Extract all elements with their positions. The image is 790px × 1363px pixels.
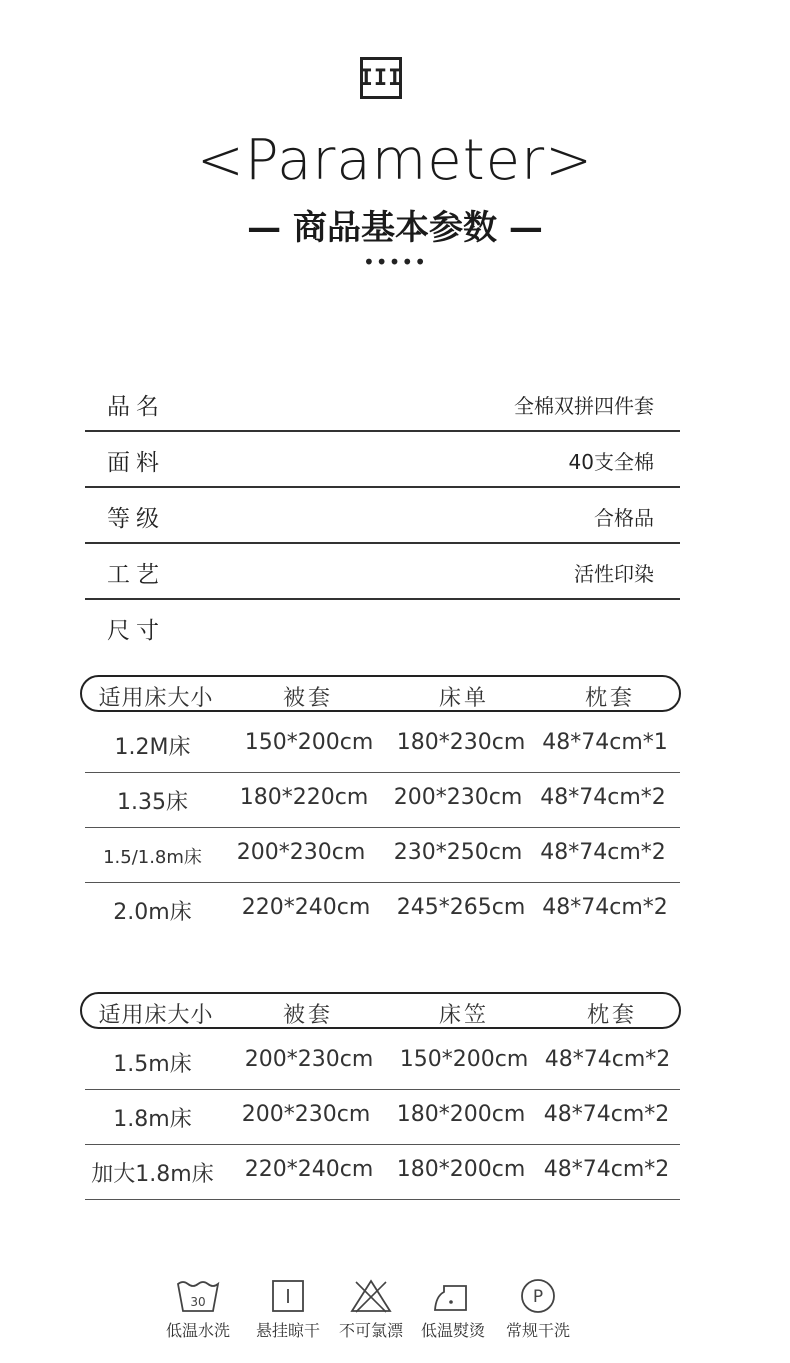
param-value: 合格品 [594, 506, 654, 530]
page-title: <Parameter> [196, 128, 594, 193]
header-cell: 床笠 [438, 1003, 489, 1028]
decorative-dots: ••••• [363, 250, 427, 274]
cell-duvet: 200*230cm [244, 1047, 374, 1072]
param-value: 40支全棉 [568, 450, 654, 474]
param-label: 工艺 [107, 562, 165, 588]
header-cell: 床单 [438, 686, 489, 711]
cell-duvet: 220*240cm [244, 1157, 374, 1182]
no-bleach-icon [348, 1278, 394, 1314]
care-label: 悬挂晾干 [255, 1321, 320, 1340]
cell-sheet: 200*230cm [393, 785, 523, 810]
table-row [85, 828, 680, 883]
header-cell: 适用床大小 [98, 686, 214, 711]
cell-pillowcase: 48*74cm*2 [544, 1047, 671, 1072]
cell-pillowcase: 48*74cm*2 [540, 785, 666, 810]
logo-text: III [359, 65, 403, 91]
low-iron-icon [430, 1278, 476, 1314]
cell-bed-size: 1.5m床 [113, 1052, 192, 1077]
header-cell: 被套 [282, 686, 333, 711]
cell-duvet: 150*200cm [244, 730, 374, 755]
param-row-grade [85, 488, 680, 544]
table-row [85, 1145, 680, 1200]
care-label: 低温熨烫 [420, 1321, 485, 1340]
page-subtitle: — 商品基本参数 — [247, 208, 543, 248]
dry-clean-icon [515, 1278, 561, 1314]
param-value: 活性印染 [574, 562, 654, 586]
cell-bed-size: 1.2M床 [114, 735, 191, 760]
cell-duvet: 180*220cm [239, 785, 369, 810]
cell-bed-size: 1.8m床 [113, 1107, 192, 1132]
table-row [85, 883, 680, 938]
care-item-no-bleach [333, 1278, 409, 1341]
care-item-hang-dry [250, 1278, 326, 1341]
table-row [85, 718, 680, 773]
care-item-low-iron [415, 1278, 491, 1341]
cell-fitted-sheet: 180*200cm [396, 1157, 526, 1182]
header-cell: 适用床大小 [98, 1003, 214, 1028]
care-label: 不可氯漂 [338, 1321, 403, 1340]
param-label: 等级 [107, 506, 165, 532]
header-cell: 枕套 [586, 1003, 637, 1028]
cell-sheet: 230*250cm [393, 840, 523, 865]
cell-bed-size: 加大1.8m床 [91, 1162, 214, 1187]
table-row [85, 773, 680, 828]
param-value: 全棉双拼四件套 [514, 394, 654, 418]
care-item-dry-clean [500, 1278, 576, 1341]
svg-text:30: 30 [190, 1295, 206, 1309]
param-row-name [85, 376, 680, 432]
cell-bed-size: 2.0m床 [113, 900, 192, 925]
hang-dry-icon [265, 1278, 311, 1314]
param-label: 品名 [107, 394, 165, 420]
header-cell: 被套 [282, 1003, 333, 1028]
table-row [85, 1035, 680, 1090]
care-item-wash [160, 1278, 236, 1341]
header-cell: 枕套 [584, 686, 635, 711]
cell-fitted-sheet: 180*200cm [396, 1102, 526, 1127]
cell-pillowcase: 48*74cm*2 [542, 895, 668, 920]
cell-pillowcase: 48*74cm*2 [543, 1102, 670, 1127]
cell-fitted-sheet: 150*200cm [399, 1047, 529, 1072]
cell-pillowcase: 48*74cm*2 [540, 840, 666, 865]
table-header [80, 992, 681, 1029]
cell-duvet: 200*230cm [236, 840, 366, 865]
param-row-fabric [85, 432, 680, 488]
param-label: 尺寸 [107, 618, 165, 644]
param-row-size [85, 600, 680, 656]
table-header [80, 675, 681, 712]
cell-pillowcase: 48*74cm*1 [542, 730, 668, 755]
table-row [85, 1090, 680, 1145]
wash-30-icon [175, 1278, 221, 1314]
cell-duvet: 220*240cm [241, 895, 371, 920]
divider [85, 1199, 680, 1200]
cell-duvet: 200*230cm [241, 1102, 371, 1127]
care-label: 低温水洗 [165, 1321, 230, 1340]
cell-bed-size: 1.35床 [117, 790, 188, 815]
brand-logo [360, 57, 402, 99]
cell-bed-size: 1.5/1.8m床 [103, 847, 202, 868]
care-label: 常规干洗 [505, 1321, 570, 1340]
param-row-craft [85, 544, 680, 600]
cell-sheet: 245*265cm [396, 895, 526, 920]
cell-sheet: 180*230cm [396, 730, 526, 755]
svg-text:P: P [532, 1287, 544, 1307]
param-label: 面料 [107, 450, 165, 476]
cell-pillowcase: 48*74cm*2 [543, 1157, 670, 1182]
